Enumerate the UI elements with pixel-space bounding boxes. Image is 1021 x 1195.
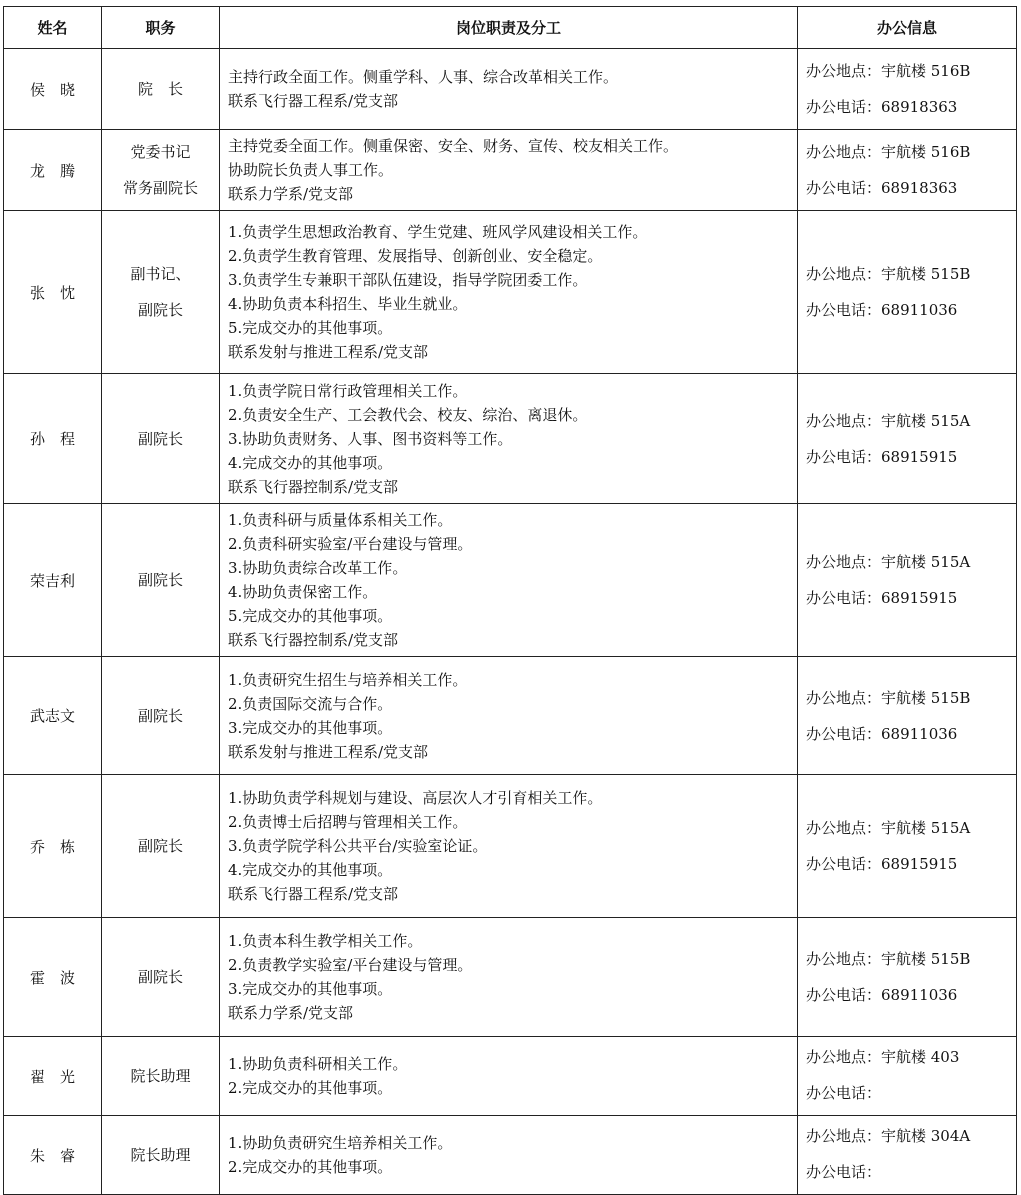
title-line: 党委书记 <box>130 143 191 161</box>
header-duties: 岗位职责及分工 <box>220 7 798 49</box>
person-name <box>4 49 102 130</box>
table-row <box>4 130 1017 211</box>
table-row <box>4 211 1017 374</box>
duty-line: 联系飞行器控制系/党支部 <box>228 631 399 649</box>
office-location: 办公地点：宇航楼 515A <box>806 819 971 837</box>
duty-line: 2.负责科研实验室/平台建设与管理。 <box>228 535 473 553</box>
person-name <box>4 775 102 918</box>
office-info-cell <box>798 1037 1017 1116</box>
duty-line: 1.负责研究生招生与培养相关工作。 <box>228 670 468 689</box>
leadership-duties-table <box>3 6 1017 1195</box>
person-name <box>4 1037 102 1116</box>
person-name <box>4 504 102 657</box>
person-name-text: 霍 波 <box>29 968 75 987</box>
person-title <box>102 211 220 374</box>
duty-line: 联系飞行器工程系/党支部 <box>228 92 399 110</box>
table-body <box>4 49 1017 1195</box>
duties-cell <box>220 374 798 504</box>
office-location: 办公地点：宇航楼 515B <box>806 265 971 283</box>
duty-line: 联系力学系/党支部 <box>228 185 354 203</box>
duty-line: 1.负责本科生教学相关工作。 <box>228 932 423 950</box>
office-location: 办公地点：宇航楼 515A <box>806 553 971 571</box>
office-phone: 办公电话：68911036 <box>806 301 958 319</box>
duty-line: 主持党委全面工作。侧重保密、安全、财务、宣传、校友相关工作。 <box>228 137 679 155</box>
duty-line: 4.完成交办的其他事项。 <box>228 453 393 472</box>
table-row <box>4 918 1017 1037</box>
title-line: 院长助理 <box>130 1067 191 1085</box>
office-info-cell <box>798 504 1017 657</box>
duty-line: 5.完成交办的其他事项。 <box>228 319 393 337</box>
office-phone: 办公电话：68911036 <box>806 724 958 743</box>
table-row <box>4 374 1017 504</box>
office-phone: 办公电话：68918363 <box>806 98 958 116</box>
header-office: 办公信息 <box>798 7 1017 49</box>
office-phone: 办公电话： <box>806 1163 882 1181</box>
leadership-duties-table-wrapper <box>3 6 1016 1195</box>
office-location: 办公地点：宇航楼 304A <box>806 1127 971 1145</box>
title-line: 副院长 <box>137 301 183 319</box>
duty-line: 3.协助负责综合改革工作。 <box>228 559 408 577</box>
duty-line: 2.负责博士后招聘与管理相关工作。 <box>228 813 468 831</box>
office-info-cell <box>798 49 1017 130</box>
title-line: 院 长 <box>137 80 183 98</box>
title-line: 院长助理 <box>130 1146 191 1164</box>
person-name <box>4 130 102 211</box>
person-name-text: 翟 光 <box>29 1067 75 1086</box>
duty-line: 1.协助负责研究生培养相关工作。 <box>228 1134 453 1152</box>
person-name-text: 荣吉利 <box>29 571 75 590</box>
duty-line: 1.负责学生思想政治教育、学生党建、班风学风建设相关工作。 <box>228 223 648 241</box>
duties-cell <box>220 918 798 1037</box>
office-location: 办公地点：宇航楼 515A <box>806 411 971 430</box>
duty-line: 联系飞行器工程系/党支部 <box>228 885 399 903</box>
person-name-text: 侯 晓 <box>29 80 75 99</box>
duties-cell <box>220 775 798 918</box>
duty-line: 主持行政全面工作。侧重学科、人事、综合改革相关工作。 <box>228 68 619 86</box>
office-location: 办公地点：宇航楼 516B <box>806 143 971 161</box>
office-info-cell <box>798 657 1017 775</box>
table-header-row <box>4 7 1017 49</box>
duty-line: 4.协助负责本科招生、毕业生就业。 <box>228 295 468 313</box>
title-line: 副院长 <box>137 837 183 855</box>
person-title <box>102 504 220 657</box>
table-row <box>4 775 1017 918</box>
duty-line: 5.完成交办的其他事项。 <box>228 607 393 625</box>
duty-line: 1.负责学院日常行政管理相关工作。 <box>228 381 468 400</box>
duty-line: 3.负责学生专兼职干部队伍建设，指导学院团委工作。 <box>228 271 588 289</box>
title-line: 副院长 <box>137 571 183 589</box>
title-line: 副院长 <box>137 429 183 448</box>
person-name <box>4 374 102 504</box>
person-title <box>102 130 220 211</box>
duties-cell <box>220 1116 798 1195</box>
duty-line: 2.负责安全生产、工会教代会、校友、综治、离退休。 <box>228 405 588 424</box>
person-name-text: 朱 睿 <box>29 1146 75 1165</box>
header-name: 姓名 <box>4 7 102 49</box>
office-location: 办公地点：宇航楼 403 <box>806 1048 960 1066</box>
person-name-text: 武志文 <box>29 707 75 725</box>
duty-line: 3.完成交办的其他事项。 <box>228 980 393 998</box>
person-name-text: 乔 栋 <box>29 837 75 856</box>
duty-line: 3.负责学院学科公共平台/实验室论证。 <box>228 837 488 855</box>
duty-line: 2.负责教学实验室/平台建设与管理。 <box>228 956 473 974</box>
duties-cell <box>220 49 798 130</box>
person-name <box>4 1116 102 1195</box>
person-title <box>102 918 220 1037</box>
duty-line: 1.协助负责学科规划与建设、高层次人才引育相关工作。 <box>228 789 603 807</box>
office-phone: 办公电话：68915915 <box>806 589 958 607</box>
duties-cell <box>220 504 798 657</box>
office-info-cell <box>798 374 1017 504</box>
duties-cell <box>220 657 798 775</box>
duty-line: 2.负责国际交流与合作。 <box>228 694 393 713</box>
office-phone: 办公电话：68918363 <box>806 179 958 197</box>
header-title: 职务 <box>102 7 220 49</box>
person-name-text: 龙 腾 <box>29 161 75 180</box>
office-location: 办公地点：宇航楼 515B <box>806 950 971 968</box>
table-row <box>4 504 1017 657</box>
person-name <box>4 211 102 374</box>
office-location: 办公地点：宇航楼 515B <box>806 688 971 707</box>
duty-line: 2.完成交办的其他事项。 <box>228 1158 393 1176</box>
duty-line: 1.负责科研与质量体系相关工作。 <box>228 511 453 529</box>
title-line: 副院长 <box>137 968 183 986</box>
person-title <box>102 775 220 918</box>
person-name <box>4 918 102 1037</box>
office-info-cell <box>798 775 1017 918</box>
duties-cell <box>220 1037 798 1116</box>
table-row <box>4 49 1017 130</box>
duty-line: 2.完成交办的其他事项。 <box>228 1079 393 1097</box>
duties-cell <box>220 211 798 374</box>
title-line: 常务副院长 <box>122 179 198 197</box>
duty-line: 联系发射与推进工程系/党支部 <box>228 742 429 761</box>
office-phone: 办公电话：68911036 <box>806 986 958 1004</box>
duty-line: 协助院长负责人事工作。 <box>228 161 394 179</box>
person-title <box>102 374 220 504</box>
person-name <box>4 657 102 775</box>
person-name-text: 张 忱 <box>29 283 75 302</box>
person-name-text: 孙 程 <box>29 430 75 448</box>
duty-line: 2.负责学生教育管理、发展指导、创新创业、安全稳定。 <box>228 247 603 265</box>
title-line: 副书记、 <box>130 265 191 283</box>
duty-line: 联系力学系/党支部 <box>228 1004 354 1022</box>
person-title <box>102 657 220 775</box>
duty-line: 3.协助负责财务、人事、图书资料等工作。 <box>228 429 513 448</box>
office-info-cell <box>798 918 1017 1037</box>
duty-line: 联系飞行器控制系/党支部 <box>228 477 399 496</box>
duty-line: 1.协助负责科研相关工作。 <box>228 1055 408 1073</box>
person-title <box>102 1037 220 1116</box>
duty-line: 4.协助负责保密工作。 <box>228 583 378 601</box>
duty-line: 3.完成交办的其他事项。 <box>228 718 393 737</box>
office-phone: 办公电话： <box>806 1084 882 1102</box>
office-info-cell <box>798 211 1017 374</box>
duties-cell <box>220 130 798 211</box>
office-info-cell <box>798 130 1017 211</box>
table-row <box>4 1037 1017 1116</box>
office-phone: 办公电话：68915915 <box>806 855 958 873</box>
person-title <box>102 1116 220 1195</box>
duty-line: 联系发射与推进工程系/党支部 <box>228 343 429 361</box>
duty-line: 4.完成交办的其他事项。 <box>228 861 393 879</box>
table-row <box>4 1116 1017 1195</box>
table-row <box>4 657 1017 775</box>
person-title <box>102 49 220 130</box>
title-line: 副院长 <box>137 706 183 725</box>
office-phone: 办公电话：68915915 <box>806 447 958 466</box>
office-info-cell <box>798 1116 1017 1195</box>
office-location: 办公地点：宇航楼 516B <box>806 62 971 80</box>
